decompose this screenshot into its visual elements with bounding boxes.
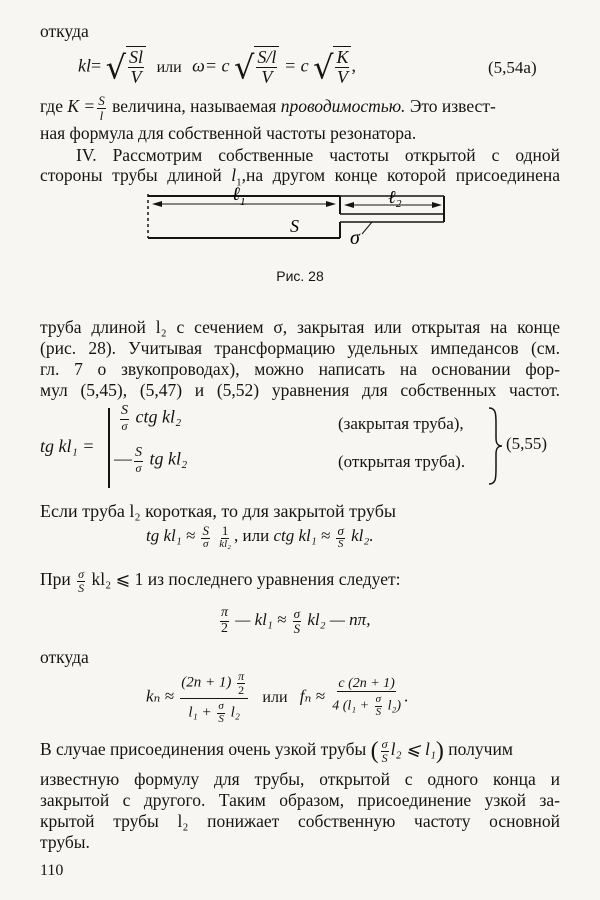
sqrt-icon: √ <box>234 48 255 87</box>
frac-den: σ <box>135 460 142 475</box>
equation-number: (5,54a) <box>488 58 537 77</box>
eq55-note-1: (закрытая труба), <box>338 414 464 433</box>
frac-den: 2 <box>238 682 245 697</box>
arrow-right-icon <box>432 202 442 208</box>
text-line: Если труба l₂ короткая, то для закрытой трубы <box>40 501 396 521</box>
text-line: ная формула для собственной частоты резонатора. <box>40 123 417 143</box>
frac-den: σ <box>203 537 209 550</box>
text-span: В случае присоединения очень узкой трубы <box>40 739 367 760</box>
text-line: известную формулу для трубы, открытой с одного конца и <box>40 769 560 789</box>
text-span: . <box>404 686 409 706</box>
math-expr: l₂) <box>387 698 402 714</box>
math-expr: kl₂. <box>351 526 374 545</box>
label-l2-sub: 2 <box>396 198 402 210</box>
math-sub: 1 <box>236 176 242 189</box>
eq55-row-1 <box>118 404 181 432</box>
paren: ) <box>435 738 444 765</box>
frac-num: σ <box>381 737 388 751</box>
equation-number: (5,55) <box>506 434 548 453</box>
frac-den: 2 <box>221 620 228 636</box>
text-line: IV. Рассмотрим собственные частоты открытой с одной <box>76 145 560 165</box>
frac-num: σ <box>375 693 382 706</box>
paren: ( <box>370 738 379 765</box>
arrow-right-icon <box>326 201 336 207</box>
frac-num: K <box>336 47 349 67</box>
math-expr: tg kl₂ <box>149 448 188 469</box>
text-span: стороны трубы длиной <box>40 165 222 185</box>
frac-den: S <box>375 705 382 718</box>
equation-pi <box>218 606 370 636</box>
label-l2: ℓ <box>388 187 396 207</box>
text-span: , или <box>234 526 270 545</box>
frac-num: σ <box>218 700 224 713</box>
math-expr: ctg kl₁ ≈ <box>273 526 331 545</box>
arrow-left-icon <box>344 202 354 208</box>
math-expr: tg kl₁ ≈ <box>146 526 196 545</box>
equation-short-tube <box>146 524 374 550</box>
eq-comma: , <box>351 55 356 76</box>
eq55-note-2: (открытая труба). <box>338 452 466 471</box>
text-span: где <box>40 96 63 117</box>
eq55-row-2 <box>114 446 187 474</box>
sqrt-icon: √ <box>105 48 127 87</box>
math-expr: c (2n + 1) <box>338 675 395 691</box>
frac-num: S <box>135 445 142 460</box>
text-span: Это извест- <box>409 96 496 117</box>
frac-den: S <box>381 750 388 765</box>
figure-caption: Рис. 28 <box>276 268 324 284</box>
math-expr: ctg kl₂ <box>135 406 182 427</box>
label-S: S <box>290 216 299 236</box>
math-expr: l₂ ⩽ l₁ <box>390 739 436 760</box>
text-line: (рис. 28). Учитывая трансформацию удельных импедансов (см. <box>40 338 560 358</box>
frac-num: Sl <box>129 47 144 67</box>
frac-num: π <box>238 669 245 683</box>
math-expr: kₙ ≈ <box>146 686 175 706</box>
frac-den: V <box>261 66 273 87</box>
text-line: мул (5,45), (5,47) и (5,52) уравнения для собственных частот. <box>40 380 560 400</box>
text-line: закрытой с другого. Таким образом, присоединение узкой за- <box>40 790 560 810</box>
math-l: l <box>231 165 237 185</box>
math-expr: l₂ <box>230 704 241 721</box>
math-K: K = <box>67 96 96 117</box>
label-l1: ℓ <box>232 186 240 205</box>
italic-term: проводимостью. <box>280 96 406 117</box>
text-line: трубы. <box>40 832 90 852</box>
frac-den <box>331 692 402 718</box>
eq-c2: = c <box>283 55 309 76</box>
frac-den: S <box>218 712 224 725</box>
eq-lhs: kl <box>78 55 91 76</box>
frac-num: σ <box>337 523 344 538</box>
frac-den: σ <box>121 418 128 433</box>
label-l1-sub: 1 <box>240 196 246 208</box>
minus-sign: — <box>114 448 132 469</box>
eq-sign: = <box>91 55 102 76</box>
eq55-lhs: tg kl₁ = <box>40 436 95 456</box>
text-span: При <box>40 569 71 590</box>
frac-num: S <box>98 93 105 108</box>
text-line: откуда <box>40 21 89 41</box>
eq-c1: = c <box>204 55 230 76</box>
equation-kn <box>146 670 408 725</box>
text-line: крытой трубы l₂ понижает собственную частоту основной <box>40 811 560 831</box>
right-brace-icon <box>486 406 506 486</box>
eq-omega: ω <box>192 55 205 76</box>
text-line: гл. 7 о звукопроводах), можно написать на основании фор- <box>40 359 560 379</box>
text-line: откуда <box>40 647 89 667</box>
frac-den <box>187 699 241 725</box>
arrow-left-icon <box>152 201 162 207</box>
frac-den: V <box>130 66 142 87</box>
frac-num: σ <box>78 567 85 581</box>
equation-5-54a <box>78 46 356 87</box>
math-expr: — kl₁ ≈ <box>235 610 287 630</box>
frac-num: S <box>202 523 209 538</box>
text-span: получим <box>448 739 513 760</box>
left-bar <box>108 408 110 488</box>
frac-den: S <box>78 580 85 595</box>
text-span: или <box>262 688 288 706</box>
math-expr: l₁ + <box>188 704 212 721</box>
frac-num: S <box>121 403 128 418</box>
text-line <box>40 568 560 596</box>
math-expr: fₙ ≈ <box>299 686 325 706</box>
frac-num: σ <box>293 606 301 622</box>
frac-num: S/l <box>257 47 277 67</box>
frac-den: kl₂ <box>219 537 231 550</box>
frac-num: π <box>221 605 229 620</box>
sigma-pointer <box>362 222 372 234</box>
frac-num: 1 <box>221 523 229 538</box>
text-line: труба длиной l₂ с сечением σ, закрытая или открытая на конце <box>40 317 560 337</box>
figure-28-diagram <box>140 186 460 266</box>
frac-den: l <box>99 107 104 123</box>
math-expr: kl₂ — nπ, <box>307 610 371 630</box>
sqrt-icon: √ <box>313 48 334 87</box>
frac-num <box>180 670 248 699</box>
label-sigma: σ <box>350 227 360 249</box>
frac-num <box>337 677 396 693</box>
math-expr: 4 (l₁ + <box>332 698 370 714</box>
text-span: величина, называемая <box>112 96 277 117</box>
math-expr: (2n + 1) <box>181 674 232 691</box>
frac-den: V <box>336 66 348 87</box>
eq-or: или <box>156 58 182 76</box>
text-line <box>40 738 560 768</box>
frac-den: S <box>293 620 301 636</box>
page-number: 110 <box>40 862 64 879</box>
text-line <box>40 94 560 122</box>
text-span: kl₂ ⩽ 1 из последнего уравнения следует: <box>91 569 401 590</box>
text-span: ,на другом конце которой присоединена <box>241 165 560 185</box>
frac-den: S <box>337 537 344 550</box>
